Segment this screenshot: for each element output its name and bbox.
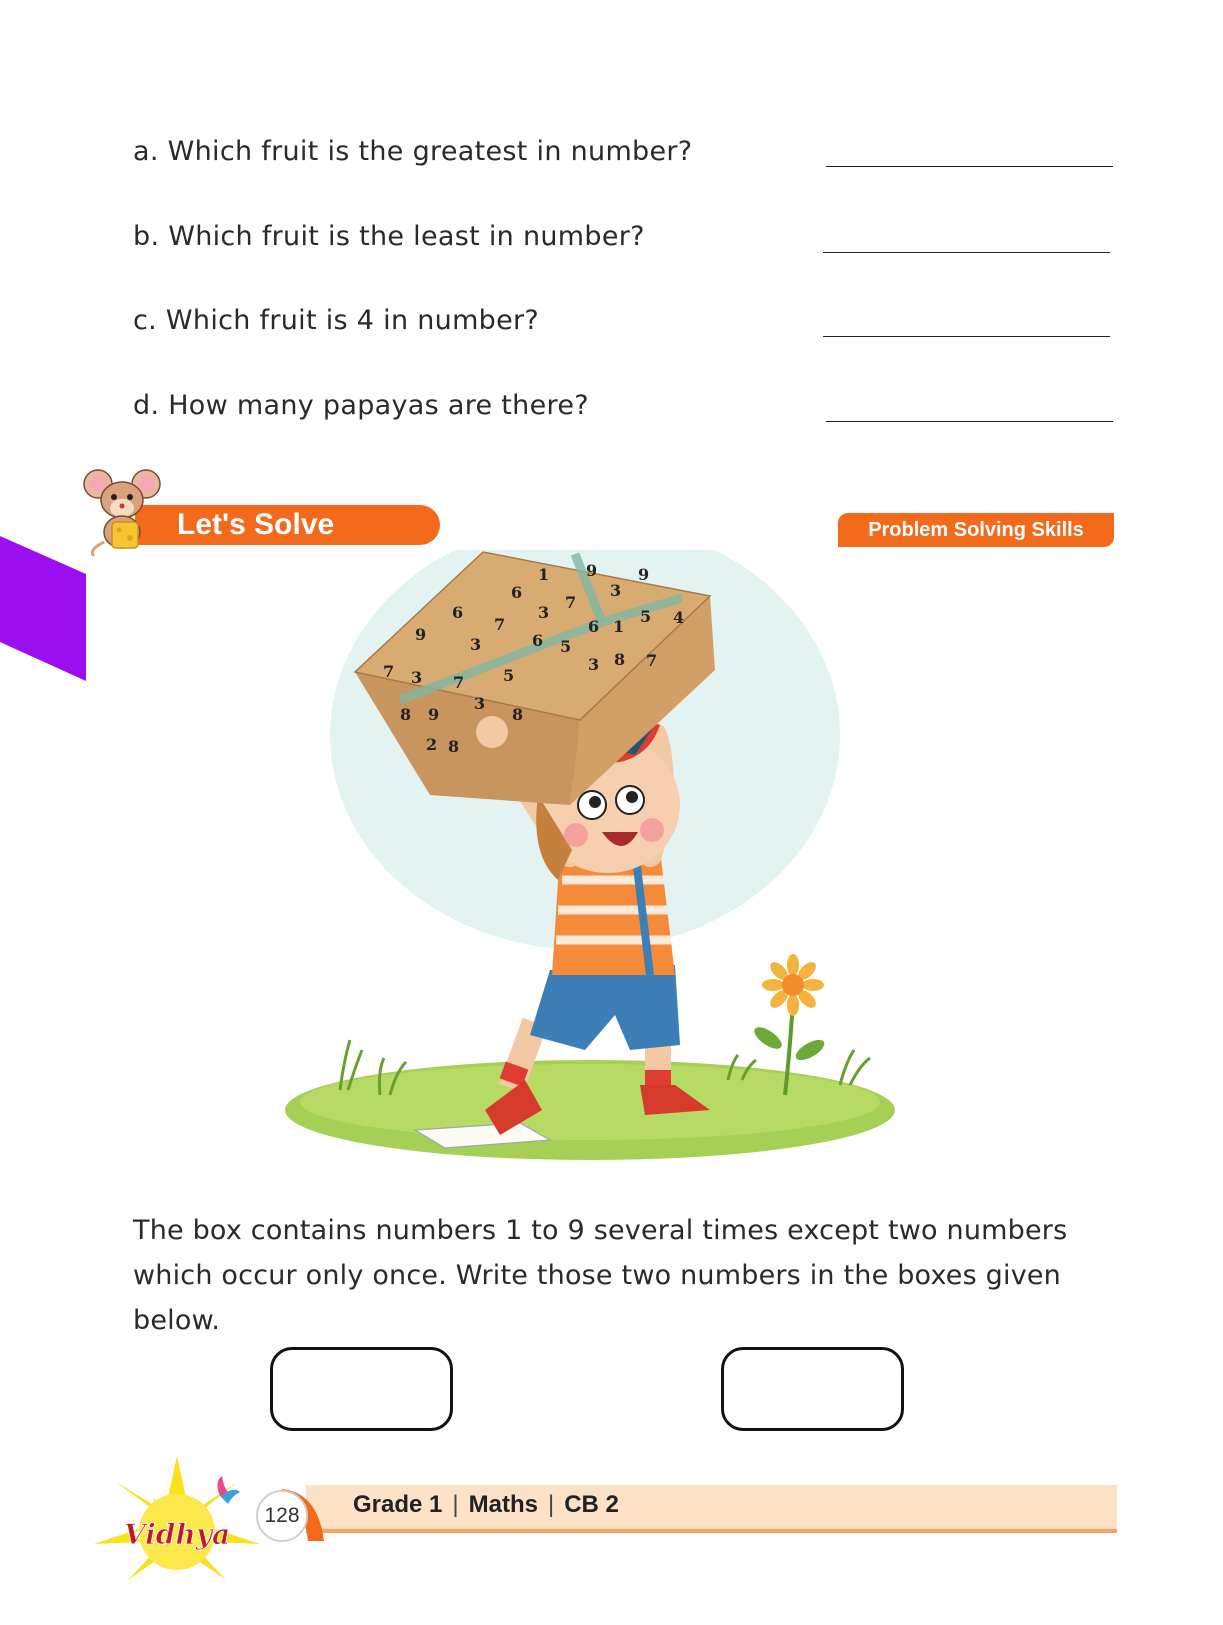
svg-text:3: 3 (411, 668, 423, 687)
svg-text:8: 8 (448, 737, 460, 756)
svg-text:7: 7 (646, 651, 658, 670)
instruction-text: The box contains numbers 1 to 9 several times except two numbers which occur only once. Write those two numbers in the boxes given below. (133, 1215, 1068, 1336)
svg-text:6: 6 (532, 631, 544, 650)
question-d: d. How many papayas are there? (133, 390, 589, 421)
svg-text:7: 7 (383, 662, 395, 681)
footer-course-info: Grade 1 | Maths | CB 2 (353, 1491, 619, 1518)
answer-line-d[interactable] (826, 421, 1113, 422)
svg-text:3: 3 (588, 655, 600, 674)
mouse-mascot-icon (82, 466, 164, 558)
svg-text:3: 3 (610, 581, 622, 600)
svg-text:5: 5 (503, 666, 515, 685)
page-number: 128 (256, 1490, 308, 1542)
svg-text:5: 5 (560, 637, 572, 656)
footer-grade: Grade 1 (353, 1491, 443, 1518)
skill-tag: Problem Solving Skills (838, 513, 1114, 547)
footer-subject: Maths (468, 1491, 538, 1518)
svg-text:1: 1 (538, 565, 550, 584)
svg-text:8: 8 (614, 650, 626, 669)
answer-line-b[interactable] (823, 252, 1110, 253)
svg-text:9: 9 (586, 561, 598, 580)
question-a: a. Which fruit is the greatest in number? (133, 136, 693, 167)
answer-box-1[interactable] (270, 1347, 453, 1431)
answer-line-a[interactable] (826, 166, 1113, 167)
svg-text:7: 7 (494, 615, 506, 634)
svg-text:6: 6 (452, 603, 464, 622)
svg-text:4: 4 (673, 608, 685, 627)
svg-text:9: 9 (428, 705, 440, 724)
svg-text:7: 7 (565, 593, 577, 612)
boy-carrying-box-illustration (280, 550, 920, 1180)
side-tab-decoration (0, 536, 86, 681)
svg-text:6: 6 (588, 617, 600, 636)
footer-underline (306, 1529, 1117, 1533)
svg-text:6: 6 (511, 583, 523, 602)
svg-text:8: 8 (400, 705, 412, 724)
answer-box-2[interactable] (721, 1347, 904, 1431)
svg-text:3: 3 (474, 694, 486, 713)
svg-text:7: 7 (453, 673, 465, 692)
svg-text:9: 9 (415, 625, 427, 644)
answer-line-c[interactable] (823, 336, 1110, 337)
svg-text:2: 2 (426, 735, 438, 754)
svg-text:8: 8 (512, 705, 524, 724)
vidhya-logo (88, 1452, 266, 1592)
question-b: b. Which fruit is the least in number? (133, 221, 645, 252)
svg-text:5: 5 (640, 607, 652, 626)
svg-text:3: 3 (538, 603, 550, 622)
svg-text:3: 3 (470, 635, 482, 654)
footer-book: CB 2 (564, 1491, 619, 1518)
question-c: c. Which fruit is 4 in number? (133, 305, 540, 336)
svg-text:9: 9 (638, 565, 650, 584)
svg-text:Vidhya: Vidhya (123, 1518, 231, 1551)
section-title: Let's Solve (135, 505, 440, 545)
svg-text:1: 1 (613, 617, 625, 636)
